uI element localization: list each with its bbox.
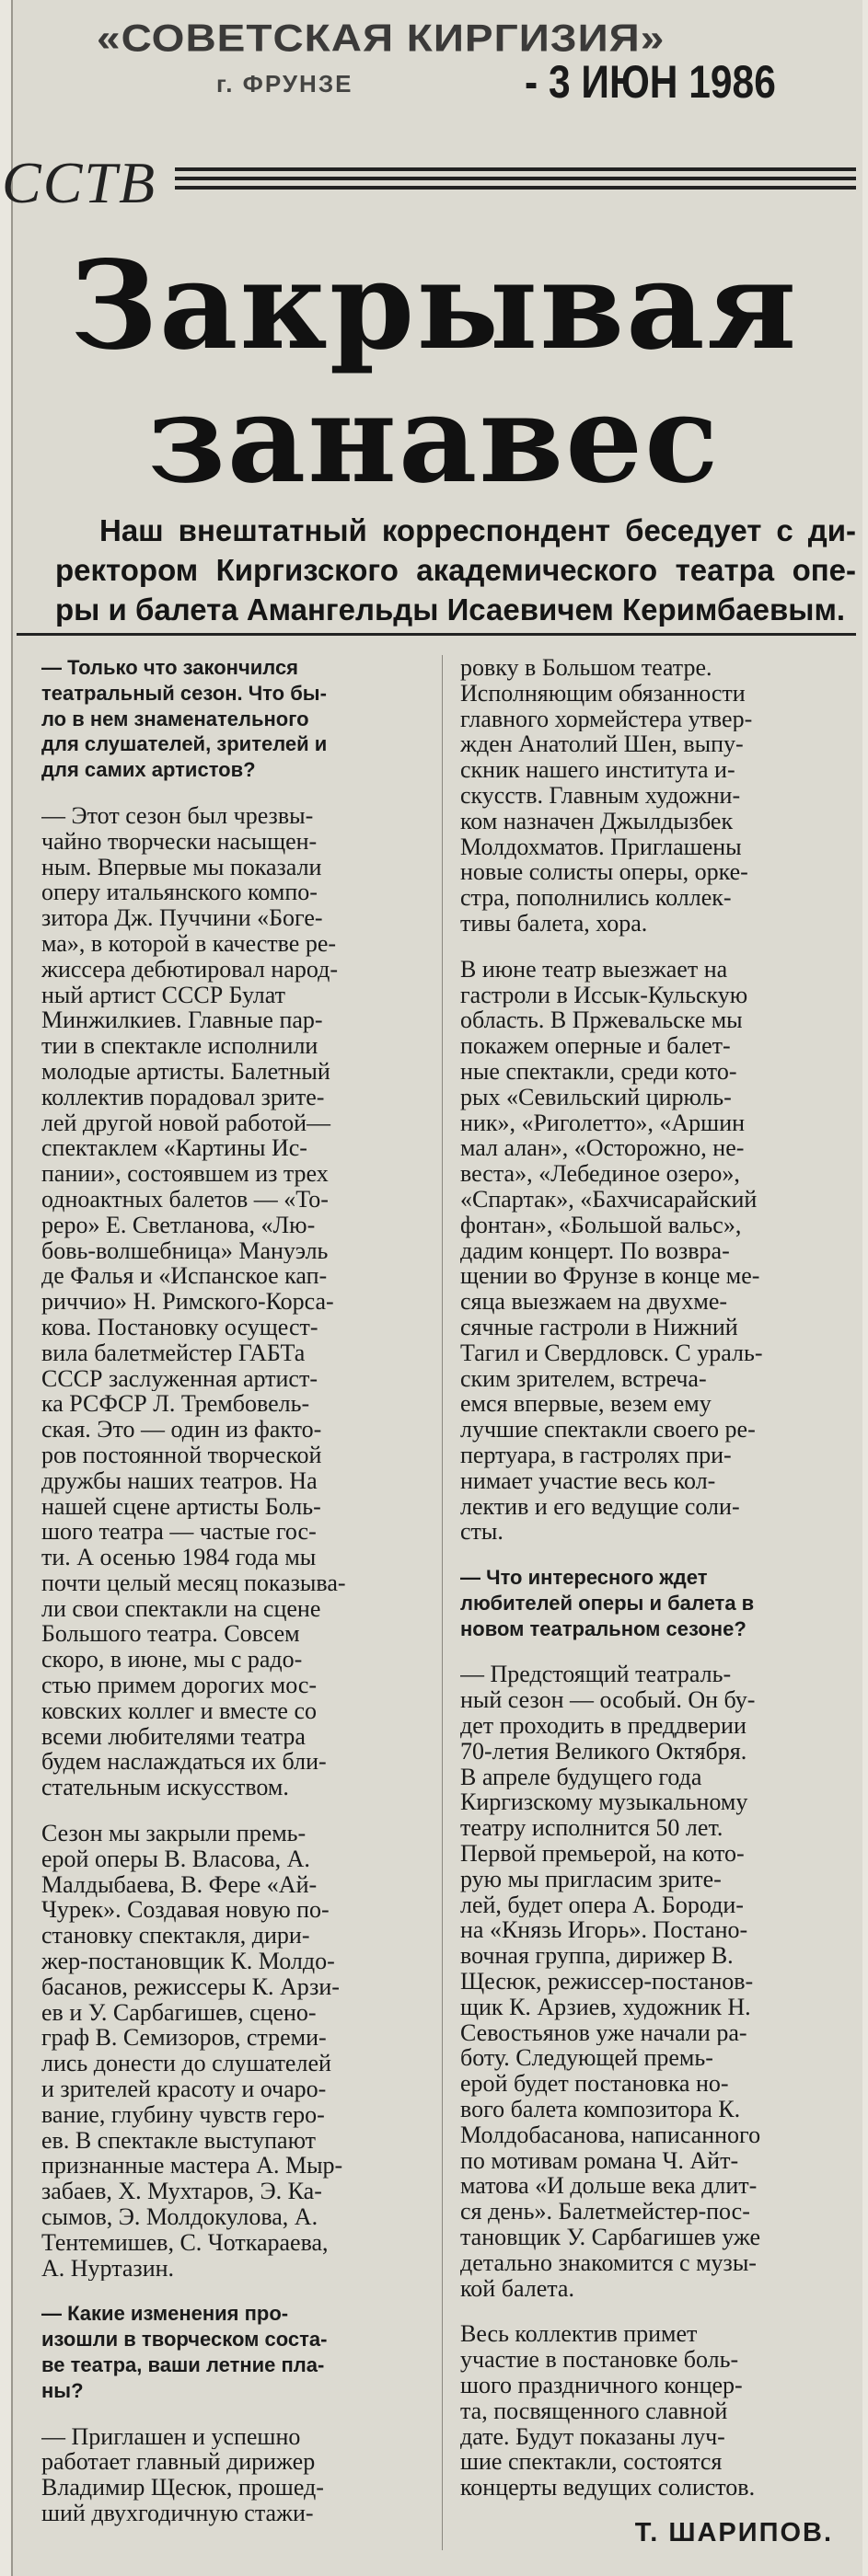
text-line: ли свои спектакли на сцене <box>41 1595 321 1622</box>
article-paragraph <box>460 2321 851 2501</box>
text-line: Тагил и Свердловск. С ураль- <box>460 1340 763 1366</box>
text-line: вого балета композитора К. <box>460 2097 741 2122</box>
text-line: ным. Впервые мы показали <box>41 854 322 880</box>
text-line: ти. А осенью 1984 года мы <box>41 1545 317 1570</box>
article-paragraph <box>460 655 851 937</box>
text-line: — Этот сезон был чрезвы- <box>41 802 314 829</box>
text-line: реро» Е. Светланова, «Лю- <box>41 1212 316 1238</box>
text-line: лектив и его ведущие соли- <box>460 1493 740 1520</box>
text-line: признанные мастера А. Мыр- <box>41 2153 343 2179</box>
text-line: СССР заслуженная артист- <box>41 1365 318 1392</box>
text-line: ный сезон — особый. Он бу- <box>460 1687 756 1714</box>
text-line: участие в постановке боль- <box>460 2347 739 2373</box>
text-line: вочная группа, дирижер В. <box>460 1943 734 1970</box>
text-line: рых «Севильский цирюль- <box>460 1084 732 1110</box>
rubric-header <box>0 149 868 223</box>
text-line: стью примем дорогих мос- <box>41 1673 318 1698</box>
column-divider <box>442 655 443 2550</box>
text-line: на «Князь Игорь». Постано- <box>460 1917 748 1944</box>
text-line: скоро, в июне, мы с радо- <box>41 1647 303 1673</box>
text-line: Молдохматов. Приглашены <box>460 834 742 860</box>
text-line: забаев, Х. Мухтаров, Э. Ка- <box>41 2179 322 2205</box>
text-line: одноактных балетов — «То- <box>41 1186 329 1213</box>
text-line: главного хормейстера утвер- <box>460 706 753 732</box>
text-line: В июне театр выезжает на <box>460 956 728 983</box>
text-line: нимает участие весь кол- <box>460 1467 716 1494</box>
text-line: веста», «Лебединое озеро», <box>460 1161 740 1187</box>
text-line: щик К. Арзиев, художник Н. <box>460 1994 751 2020</box>
text-line: ка РСФСР Л. Трембовель- <box>41 1391 310 1418</box>
text-line: кова. Постановку осущест- <box>41 1314 318 1340</box>
text-line: по мотивам романа Ч. Айт- <box>460 2147 739 2174</box>
text-line: скусств. Главным художни- <box>460 782 741 809</box>
text-line: «Спартак», «Бахчисарайский <box>460 1186 758 1213</box>
text-line: шого праздничного концер- <box>460 2373 743 2398</box>
text-line: Севостьянов уже начали ра- <box>460 2019 747 2046</box>
text-line: щении во Фрунзе в конце ме- <box>460 1263 760 1290</box>
lead-paragraph <box>55 511 856 629</box>
text-line: емся впервые, везем ему <box>460 1391 712 1418</box>
author-signature: Т. ШАРИПОВ. <box>634 2517 833 2547</box>
headline-line-1: Закрывая <box>69 235 799 377</box>
text-line: ским зрителем, встреча- <box>460 1365 707 1392</box>
text-line: ев и У. Сарбагишев, сцено- <box>41 1999 317 2026</box>
text-line: сячные гастроли в Нижний <box>460 1314 738 1340</box>
text-line: ровку в Большом театре. <box>460 655 712 681</box>
text-line: граф В. Семизоров, стреми- <box>41 2025 327 2052</box>
text-line: Первой премьерой, на кото- <box>460 1841 745 1867</box>
text-line: Молдобасанова, написанного <box>460 2122 761 2148</box>
text-line: ров постоянной творческой <box>41 1442 322 1468</box>
text-line: де Фалья и «Испанское кап- <box>41 1263 328 1290</box>
article-paragraph <box>41 803 426 1800</box>
stamp-city: г. ФРУНЗЕ <box>216 70 353 98</box>
text-line: ерой оперы В. Власова, А. <box>41 1846 310 1872</box>
lead-rule <box>17 633 856 636</box>
text-line: тивы балета, хора. <box>460 910 648 937</box>
text-line: скник нашего института и- <box>460 757 735 783</box>
text-line: жиссера дебютировал народ- <box>41 956 338 983</box>
text-line: гастроли в Иссык-Кульскую <box>460 982 748 1008</box>
interview-question <box>460 1565 851 1641</box>
text-line: дружбы наших театров. На <box>41 1467 318 1494</box>
text-line: спектаклем «Картины Ис- <box>41 1135 307 1162</box>
lead-line: Наш внештатный корреспондент беседует с ди- <box>99 513 856 547</box>
text-line: фонтан», «Большой вальс», <box>460 1212 742 1238</box>
article-paragraph <box>460 957 851 1545</box>
text-line: В апреле будущего года <box>460 1764 702 1790</box>
text-line: — Какие изменения про- <box>41 2302 289 2326</box>
text-line: ник», «Риголетто», «Аршин <box>460 1110 746 1136</box>
lead-line: ры и балета Амангельды Исаевичем Керимбаевым. <box>55 592 846 627</box>
text-line: лей, будет опера А. Бороди- <box>460 1892 744 1918</box>
text-line: новом театральном сезоне? <box>460 1616 746 1640</box>
text-line: ший двухгодичную стажи- <box>41 2500 314 2526</box>
text-line: та, посвященного славной <box>460 2398 728 2424</box>
text-line: кой балета. <box>460 2275 574 2302</box>
text-line: становку спектакля, дири- <box>41 1923 310 1949</box>
text-line: матова «И дольше века длит- <box>460 2173 758 2200</box>
interview-question <box>41 2301 426 2403</box>
text-line: сяца выезжаем на двухме- <box>460 1289 728 1315</box>
text-line: ны? <box>41 2378 84 2402</box>
text-line: стра, пополнились коллек- <box>460 885 732 911</box>
text-line: Киргизскому музыкальному <box>460 1789 748 1816</box>
text-line: лей другой новой работой— <box>41 1110 331 1136</box>
text-line: работает главный дирижер <box>41 2449 316 2476</box>
text-line: детально знакомится с музы- <box>460 2249 757 2276</box>
text-line: ный артист СССР Булат <box>41 982 286 1008</box>
text-line: изошли в творческом соста- <box>41 2328 328 2352</box>
text-line: ло в нем знаменательного <box>41 707 309 730</box>
text-line: шого театра — частые гос- <box>41 1519 317 1546</box>
text-line: боту. Следующей премь- <box>460 2045 713 2072</box>
text-line: — Приглашен и успешно <box>41 2423 301 2450</box>
text-line: Большого театра. Совсем <box>41 1621 300 1648</box>
text-line: вание, глубину чувств геро- <box>41 2101 325 2128</box>
text-line: Владимир Щесюк, прошед- <box>41 2475 324 2501</box>
text-line: и зрителей красоту и очаро- <box>41 2076 327 2102</box>
right-column <box>460 655 851 2547</box>
text-line: пертуара, в гастролях при- <box>460 1442 732 1468</box>
text-line: лись донести до слушателей <box>41 2051 331 2077</box>
text-line: будем наслаждаться их бли- <box>41 1749 327 1776</box>
text-line: дет проходить в преддверии <box>460 1713 746 1739</box>
text-line: стательным искусством. <box>41 1775 289 1801</box>
text-line: — Только что закончился <box>41 656 299 679</box>
text-line: жер-постановщик К. Молдо- <box>41 1949 335 1974</box>
text-line: басанов, режиссеры К. Арзи- <box>41 1973 340 2000</box>
text-line: молодые артисты. Балетный <box>41 1058 330 1085</box>
text-line: почти целый месяц показыва- <box>41 1570 346 1596</box>
text-line: для самих артистов? <box>41 758 256 782</box>
text-line: ком назначен Джылдызбек <box>460 808 734 834</box>
text-line: ев. В спектакле выступают <box>41 2127 317 2154</box>
text-line: новые солисты оперы, орке- <box>460 859 748 886</box>
rubric-rules <box>175 167 856 195</box>
rubric-word: ССТВ <box>2 150 157 215</box>
text-line: покажем оперные и балет- <box>460 1033 731 1059</box>
text-line: риччио» Н. Римского-Корса- <box>41 1289 334 1315</box>
text-line: Весь коллектив примет <box>460 2321 698 2348</box>
text-line: область. В Пржевальске мы <box>460 1007 743 1034</box>
text-line: ся день». Балетмейстер-пос- <box>460 2199 750 2225</box>
text-line: для слушателей, зрителей и <box>41 732 328 756</box>
article-paragraph <box>460 1662 851 2301</box>
text-line: оперу итальянского компо- <box>41 880 318 906</box>
text-line: тановщик У. Сарбагишев уже <box>460 2225 761 2250</box>
left-column <box>41 655 426 2547</box>
text-line: любителей оперы и балета в <box>460 1591 755 1615</box>
article-paragraph <box>41 2424 426 2526</box>
article-paragraph <box>41 1821 426 2281</box>
text-line: ные спектакли, среди кото- <box>460 1058 737 1085</box>
text-line: вила балетмейстер ГАБТа <box>41 1340 306 1366</box>
text-line: тии в спектакле исполнили <box>41 1033 318 1059</box>
lead-line: ректором Киргизского академического театра опе- <box>55 553 856 587</box>
text-line: — Что интересного ждет <box>460 1566 708 1590</box>
text-line: лучшие спектакли своего ре- <box>460 1417 756 1443</box>
text-line: Исполняющим обязанности <box>460 680 746 707</box>
text-line: Чурек». Создавая новую по- <box>41 1897 330 1924</box>
stamp-date: - 3 ИЮН 1986 <box>525 56 776 108</box>
stamp-newspaper-name: «СОВЕТСКАЯ КИРГИЗИЯ» <box>97 16 665 60</box>
interview-question <box>41 655 426 783</box>
text-line: театральный сезон. Что бы- <box>41 681 327 705</box>
text-line: концерты ведущих солистов. <box>460 2475 756 2501</box>
text-line: бовь-волшебница» Мануэль <box>41 1237 329 1264</box>
text-line: театру исполнится 50 лет. <box>460 1815 723 1842</box>
text-line: Тентемишев, С. Чоткараева, <box>41 2229 329 2256</box>
text-line: чайно творчески насыщен- <box>41 828 318 855</box>
text-line: Сезон мы закрыли премь- <box>41 1821 307 1846</box>
text-line: коллектив порадовал зрите- <box>41 1084 325 1110</box>
text-line: всеми любителями театра <box>41 1723 306 1750</box>
text-line: ская. Это — один из факто- <box>41 1417 322 1443</box>
text-line: шие спектакли, состоятся <box>460 2449 723 2476</box>
text-line: Минжилкиев. Главные пар- <box>41 1007 323 1034</box>
text-line: А. Нуртазин. <box>41 2255 175 2282</box>
text-line: зитора Дж. Пуччини «Боге- <box>41 905 323 931</box>
text-line: жден Анатолий Шен, выпу- <box>460 731 744 758</box>
text-line: мал алан», «Осторожно, не- <box>460 1135 745 1162</box>
text-line: сты. <box>460 1519 503 1546</box>
text-line: — Предстоящий театраль- <box>460 1662 732 1688</box>
text-line: Щесюк, режиссер-постанов- <box>460 1969 754 1995</box>
text-line: ковских коллег и вместе со <box>41 1697 318 1724</box>
text-line: рую мы пригласим зрите- <box>460 1866 722 1892</box>
text-line: дате. Будут показаны луч- <box>460 2423 725 2450</box>
text-line: 70-летия Великого Октября. <box>460 1738 747 1765</box>
text-line: нашей сцене артисты Боль- <box>41 1493 321 1520</box>
headline-line-2: занавес <box>147 368 721 511</box>
text-line: Малдыбаева, В. Фере «Ай- <box>41 1871 318 1898</box>
text-line: сымов, Э. Молдокулова, А. <box>41 2204 318 2230</box>
text-line: дадим концерт. По возвра- <box>460 1237 730 1264</box>
text-line: пании», состоявшем из трех <box>41 1161 329 1187</box>
text-line: ве театра, ваши летние пла- <box>41 2353 325 2376</box>
text-line: ерой будет постановка но- <box>460 2071 729 2098</box>
text-line: ма», в которой в качестве ре- <box>41 930 337 957</box>
